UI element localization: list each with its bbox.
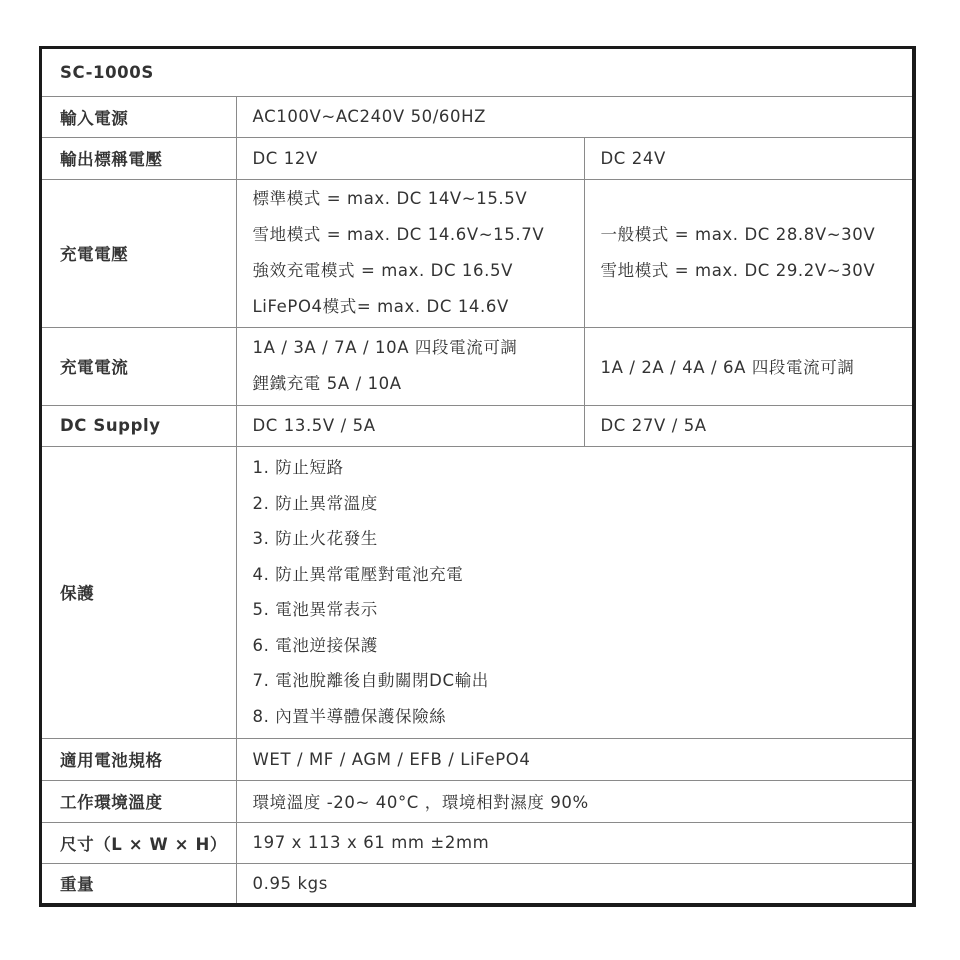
protection-list (236, 446, 912, 738)
model-name: SC-1000S (42, 49, 912, 96)
spec-table (42, 49, 912, 903)
list-item: 鋰鐵充電 5A / 10A (252, 374, 402, 393)
list-item: 標準模式 = max. DC 14V~15.5V (252, 189, 528, 208)
table-row (42, 780, 912, 822)
row-label: 尺寸（L × W × H） (42, 822, 236, 863)
table-row (42, 96, 912, 137)
output-12v-value: DC 12V (236, 137, 584, 179)
row-label: 充電電流 (42, 327, 236, 405)
spec-table-frame (39, 46, 916, 907)
charge-current-24v: 1A / 2A / 4A / 6A 四段電流可調 (584, 327, 912, 405)
list-item: 雪地模式 = max. DC 14.6V~15.7V (252, 225, 545, 244)
list-item: 6. 電池逆接保護 (252, 635, 378, 655)
list-item: 2. 防止異常溫度 (252, 493, 378, 513)
table-row (42, 137, 912, 179)
row-label: 輸出標稱電壓 (42, 137, 236, 179)
weight-value: 0.95 kgs (236, 863, 912, 903)
operating-temperature-value: 環境溫度 -20~ 40°C ，環境相對濕度 90% (236, 780, 912, 822)
table-row (42, 49, 912, 96)
list-item: 5. 電池異常表示 (252, 600, 378, 619)
table-row (42, 405, 912, 446)
row-label: 適用電池規格 (42, 738, 236, 780)
list-item: 一般模式 = max. DC 28.8V~30V (600, 225, 876, 244)
list-item: 1. 防止短路 (252, 458, 344, 477)
table-row (42, 179, 912, 327)
table-row (42, 446, 912, 738)
list-item: 雪地模式 = max. DC 29.2V~30V (600, 261, 876, 280)
row-label: 輸入電源 (42, 96, 236, 137)
dc-supply-24v: DC 27V / 5A (584, 405, 912, 446)
row-label: 重量 (42, 863, 236, 903)
list-item: 3. 防止火花發生 (252, 529, 378, 548)
list-item: 1A / 3A / 7A / 10A 四段電流可調 (252, 338, 518, 357)
charge-voltage-24v (584, 179, 912, 327)
dimensions-value: 197 x 113 x 61 mm ±2mm (236, 822, 912, 863)
charge-current-12v (236, 327, 584, 405)
battery-types-value: WET / MF / AGM / EFB / LiFePO4 (236, 738, 912, 780)
table-row (42, 822, 912, 863)
row-label: 充電電壓 (42, 179, 236, 327)
table-row (42, 327, 912, 405)
row-label: 保護 (42, 446, 236, 738)
list-item: LiFePO4模式= max. DC 14.6V (252, 297, 509, 316)
row-label: 工作環境溫度 (42, 780, 236, 822)
output-24v-value: DC 24V (584, 137, 912, 179)
dc-supply-12v: DC 13.5V / 5A (236, 405, 584, 446)
input-power-value: AC100V~AC240V 50/60HZ (236, 96, 912, 137)
list-item: 4. 防止異常電壓對電池充電 (252, 564, 464, 584)
list-item: 強效充電模式 = max. DC 16.5V (252, 261, 513, 280)
list-item: 7. 電池脫離後自動關閉DC輸出 (252, 671, 489, 690)
table-row (42, 863, 912, 903)
list-item: 8. 內置半導體保護保險絲 (252, 706, 447, 726)
table-row (42, 738, 912, 780)
charge-voltage-12v (236, 179, 584, 327)
row-label: DC Supply (42, 405, 236, 446)
